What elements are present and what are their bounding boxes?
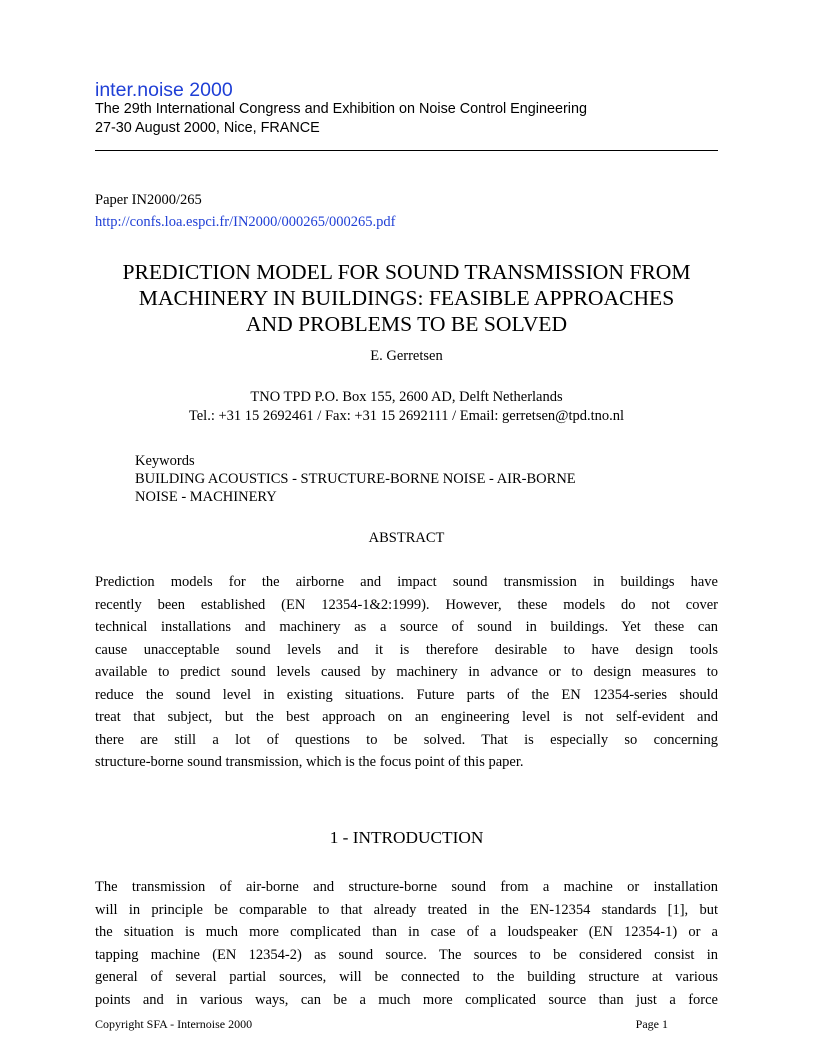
paper-id: Paper IN2000/265 [95, 192, 202, 208]
introduction-line: tapping machine (EN 12354-2) as sound source. The sources to be considered consist in [95, 946, 718, 963]
introduction-line: general of several partial sources, will be connected to the building structure at various [95, 969, 718, 985]
title-line: AND PROBLEMS TO BE SOLVED [245, 312, 568, 336]
introduction-line: points and in various ways, can be a much more complicated source than just a force [95, 991, 718, 1008]
keywords-block [135, 452, 576, 506]
paper-url-link[interactable]: http://confs.loa.espci.fr/IN2000/000265/000265.pdf [95, 214, 396, 230]
header-rule [95, 150, 718, 151]
abstract-line: treat that subject, but the best approach on an engineering level is not self-evident and [95, 709, 718, 725]
abstract-line: Prediction models for the airborne and impact sound transmission in buildings have [95, 574, 718, 590]
abstract-line: reduce the sound level in existing situations. Future parts of the EN 12354-series should [95, 686, 718, 703]
congress-dates: 27-30 August 2000, Nice, FRANCE [95, 120, 320, 136]
introduction-heading: 1 - INTRODUCTION [329, 828, 484, 847]
abstract-line: recently been established (EN 12354-1&2:1999). However, these models do not cover [95, 596, 718, 613]
footer-copyright: Copyright SFA - Internoise 2000 [95, 1017, 253, 1031]
introduction-line: will in principle be comparable to that already treated in the EN-12354 standards [1], but [95, 901, 718, 918]
abstract-line: available to predict sound levels caused by machinery in advance or to design measures to [95, 664, 718, 680]
title-line: MACHINERY IN BUILDINGS: FEASIBLE APPROACHES [138, 286, 675, 310]
introduction-text [95, 876, 718, 1011]
affiliation-address: TNO TPD P.O. Box 155, 2600 AD, Delft Netherlands [250, 389, 563, 405]
abstract-line: there are still a lot of questions to be solved. That is especially so concerning [95, 731, 718, 748]
introduction-line: The transmission of air-borne and structure-borne sound from a machine or installation [95, 879, 718, 895]
keywords-line: BUILDING ACOUSTICS - STRUCTURE-BORNE NOISE - AIR-BORNE [135, 471, 576, 487]
keywords-line: NOISE - MACHINERY [135, 489, 277, 505]
conference-name: inter.noise 2000 [95, 79, 233, 101]
keywords-label: Keywords [135, 453, 195, 469]
congress-title: The 29th International Congress and Exhibition on Noise Control Engineering [95, 101, 587, 117]
footer-page-number: Page 1 [635, 1017, 668, 1031]
abstract-line: cause unacceptable sound levels and it is therefore desirable to have design tools [95, 641, 718, 658]
author: E. Gerretsen [370, 348, 443, 364]
abstract-text [95, 571, 718, 774]
affiliation-contact: Tel.: +31 15 2692461 / Fax: +31 15 2692111 / Email: gerretsen@tpd.tno.nl [188, 408, 625, 424]
paper-title [95, 259, 718, 337]
abstract-line: technical installations and machinery as a source of sound in buildings. Yet these can [95, 619, 718, 635]
abstract-heading: ABSTRACT [368, 530, 445, 546]
introduction-line: the situation is much more complicated than in case of a loudspeaker (EN 12354-1) or a [95, 924, 718, 940]
abstract-line: structure-borne sound transmission, which is the focus point of this paper. [95, 754, 524, 770]
title-line: PREDICTION MODEL FOR SOUND TRANSMISSION FROM [122, 260, 691, 284]
